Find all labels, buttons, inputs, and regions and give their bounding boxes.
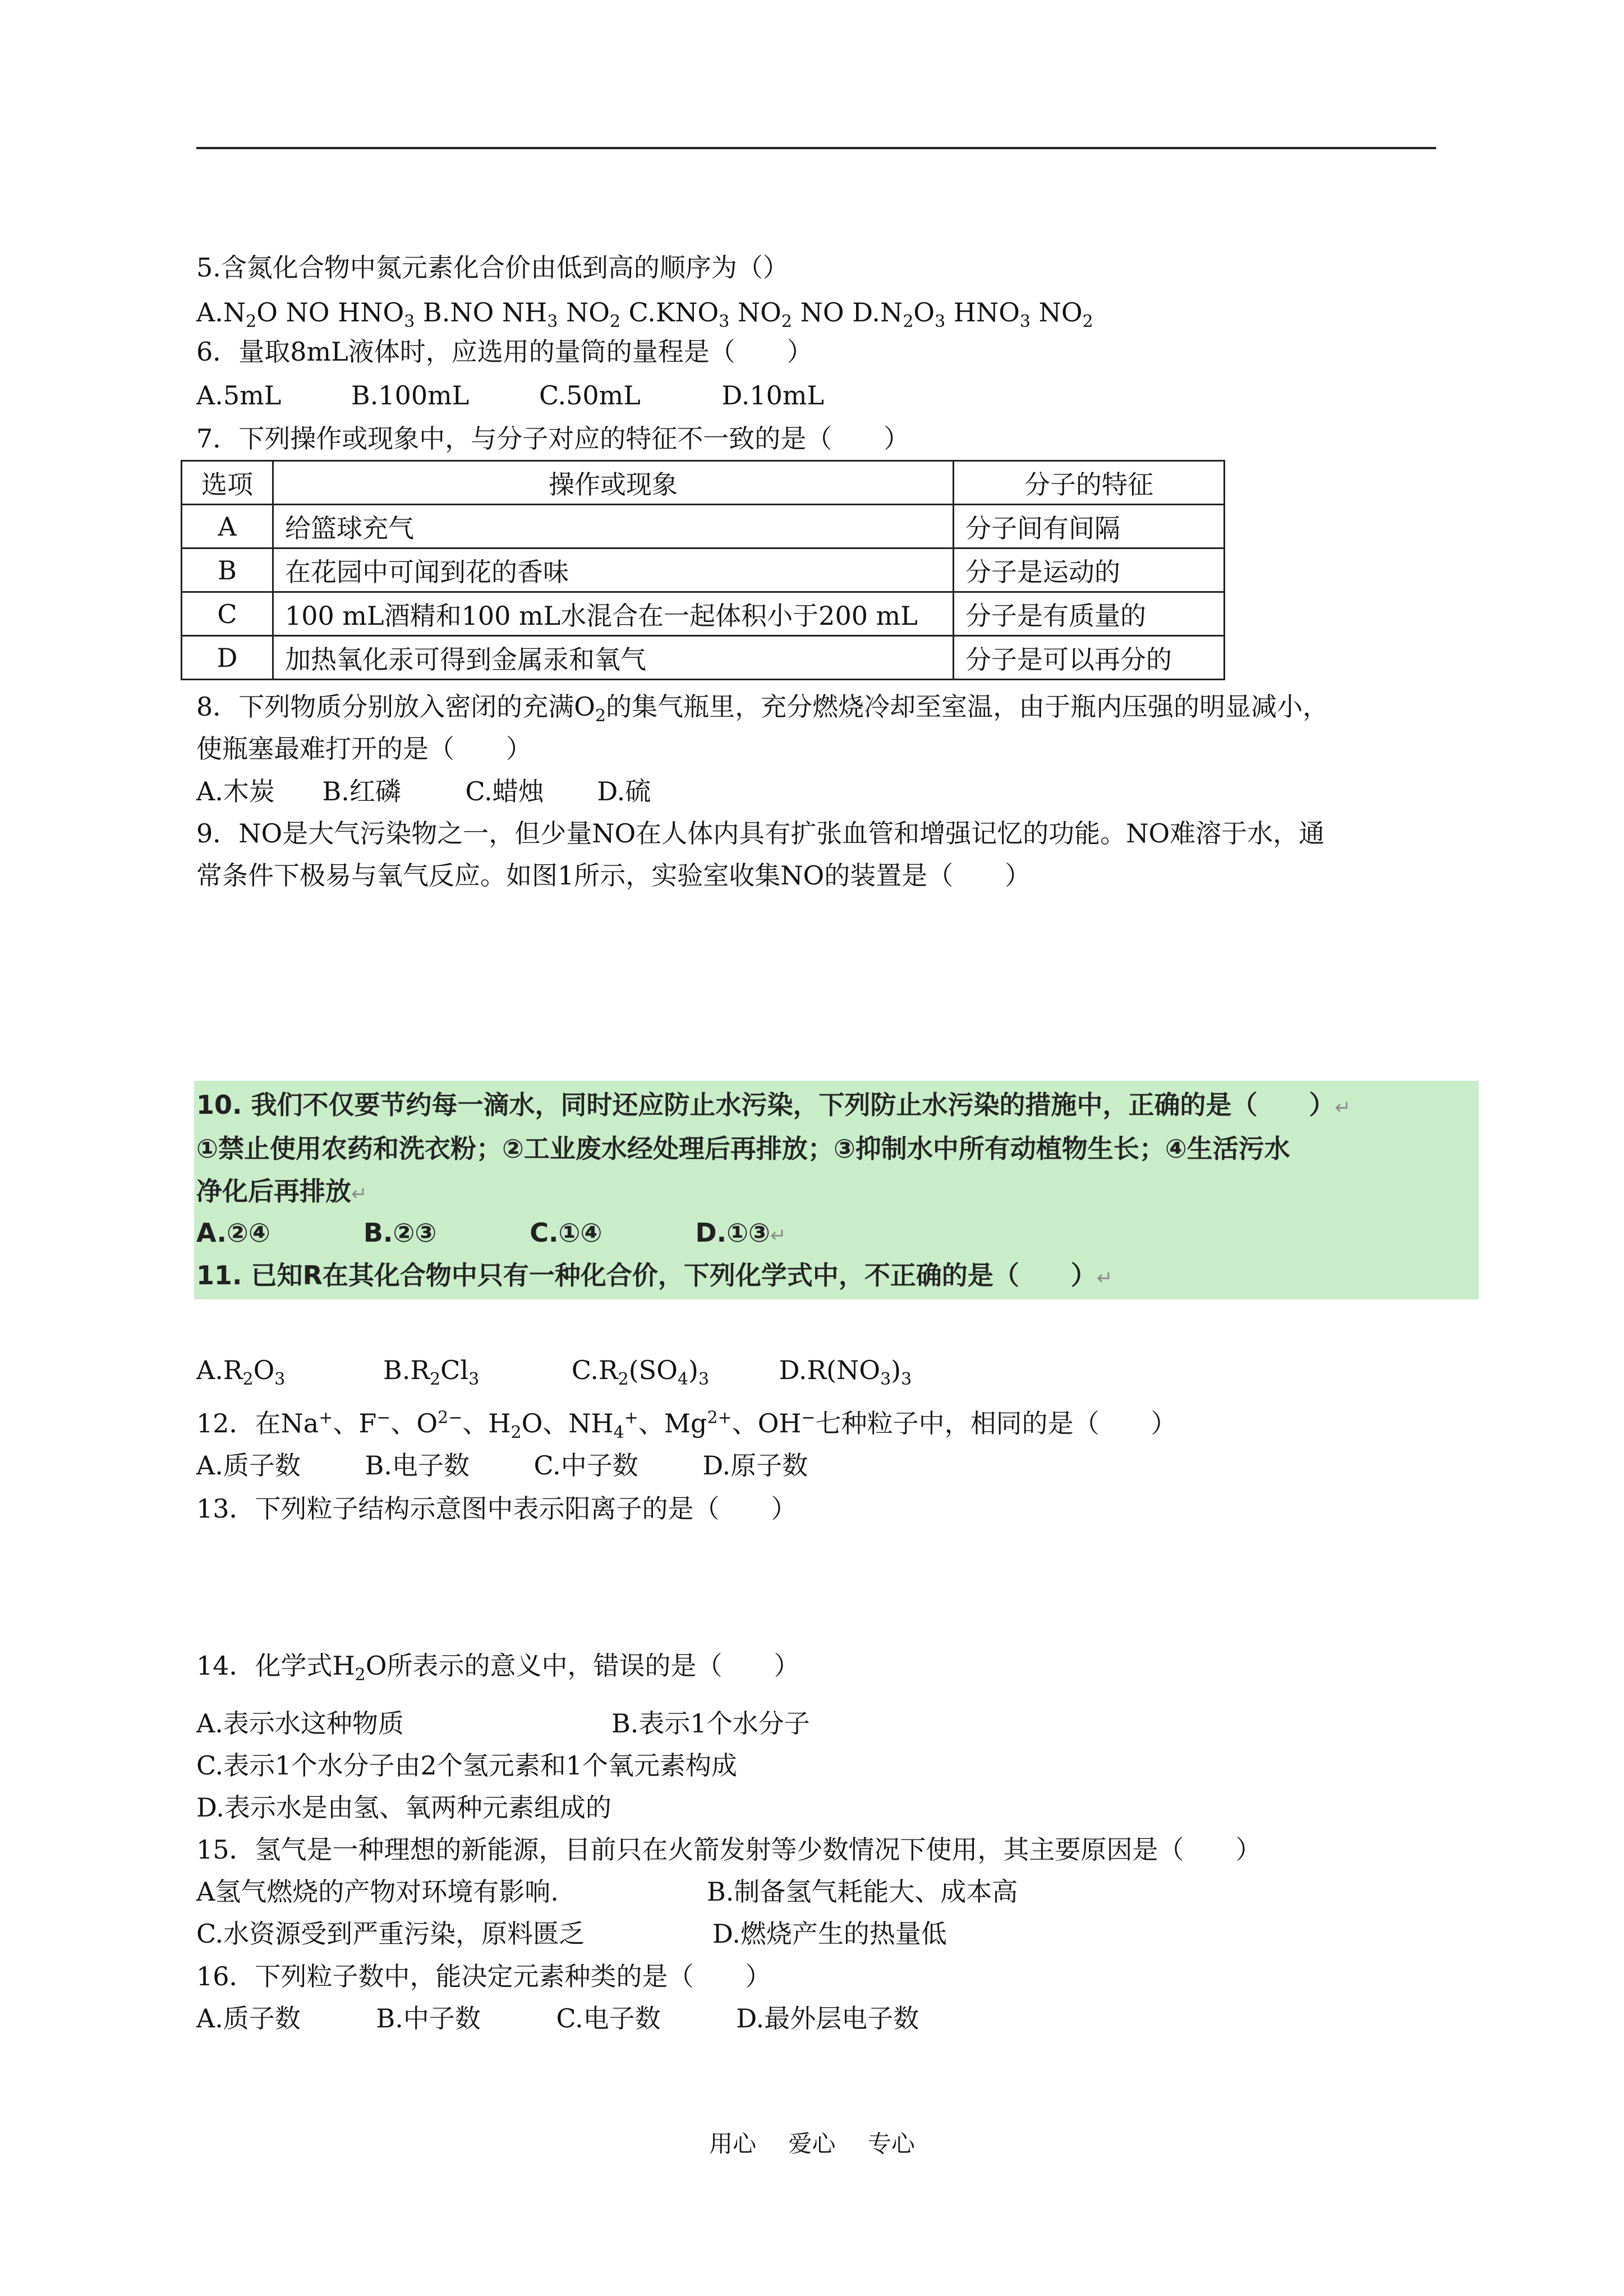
q11-sub: 3 (698, 1370, 710, 1390)
q5-subscript: 2 (246, 312, 257, 332)
header-feature: 分子的特征 (954, 461, 1225, 505)
q8-stem-part: 8．下列物质分别放入密闭的充满O (196, 691, 595, 722)
q12-superscript: + (624, 1408, 638, 1428)
q8-option-a: A.木炭 (196, 776, 275, 806)
header-rule (196, 147, 1436, 149)
q8-stem-part: 的集气瓶里，充分燃烧冷却至室温，由于瓶内压强的明显减小， (606, 691, 1329, 722)
q10-option-c: C.①④ (530, 1218, 602, 1248)
q14-option-c: C.表示1个水分子由2个氢元素和1个氧元素构成 (196, 1750, 737, 1781)
table-header-row (182, 461, 1225, 505)
q16-options (196, 2002, 919, 2035)
q11-stem-text: 11. 已知R在其化合物中只有一种化合价，下列化学式中，不正确的是（ ） (196, 1260, 1097, 1290)
q12-text: 、F (333, 1408, 377, 1439)
q5-stem: 5.含氮化合物中氮元素化合价由低到高的顺序为（） (196, 252, 789, 283)
q5-subscript: 2 (609, 312, 621, 332)
q5-text: O NO HNO (256, 297, 404, 328)
return-mark: ↵ (770, 1224, 786, 1247)
q16-option-b: B.中子数 (376, 2003, 481, 2034)
q11-part: A.R (196, 1355, 243, 1385)
row-operation: 在花园中可闻到花的香味 (273, 548, 954, 592)
q15-options-row1 (196, 1875, 1018, 1908)
q16-option-c: C.电子数 (556, 2003, 661, 2034)
row-operation: 100 mL酒精和100 mL水混合在一起体积小于200 mL (273, 592, 954, 636)
q15-option-a: A氢气燃烧的产物对环境有影响. (196, 1877, 559, 1907)
q12-option-d: D.原子数 (702, 1450, 808, 1481)
q5-options (196, 296, 1093, 332)
q14-stem-part: O所表示的意义中，错误的是（ ） (365, 1650, 800, 1681)
q13-stem: 13．下列粒子结构示意图中表示阳离子的是（ ） (196, 1493, 797, 1524)
q11-part: B.R (383, 1355, 430, 1385)
q10-option-b: B.②③ (363, 1218, 437, 1248)
footer-text: 专心 (867, 2130, 915, 2157)
q5-text: A.N (196, 297, 246, 328)
q10-stem-text: 10. 我们不仅要节约每一滴水，同时还应防止水污染，下列防止水污染的措施中，正确的是（ ） (196, 1090, 1335, 1120)
q10-option-a: A.②④ (196, 1218, 270, 1248)
q5-text: O (913, 297, 935, 328)
return-mark: ↵ (1096, 1267, 1113, 1289)
q6-option-c: C.50mL (539, 380, 641, 411)
q12-text: 、OH (732, 1408, 802, 1439)
row-operation: 给篮球充气 (273, 505, 954, 548)
q11-sub: 3 (274, 1370, 286, 1390)
q5-subscript: 2 (1082, 312, 1093, 332)
q15-option-b: B.制备氢气耗能大、成本高 (707, 1877, 1018, 1907)
q7-table (181, 460, 1225, 680)
q12-text: 七种粒子中，相同的是（ ） (815, 1408, 1177, 1439)
q11-sub: 4 (677, 1370, 688, 1390)
q8-option-b: B.红磷 (322, 776, 401, 806)
q11-part: ) (891, 1355, 901, 1385)
q8-options (196, 774, 651, 808)
q5-subscript: 3 (719, 312, 730, 332)
q11-part: Cl (440, 1355, 469, 1385)
row-feature: 分子是可以再分的 (954, 636, 1225, 680)
q12-superscript: − (801, 1408, 816, 1428)
return-mark: ↵ (351, 1183, 367, 1205)
q12-superscript: − (376, 1408, 391, 1428)
q12-text: O、NH (521, 1408, 614, 1439)
q10-line3-text: 净化后再排放 (196, 1176, 351, 1206)
q11-sub: 2 (242, 1370, 254, 1390)
q12-option-b: B.电子数 (365, 1450, 470, 1481)
q16-stem: 16．下列粒子数中，能决定元素种类的是（ ） (196, 1961, 771, 1991)
table-row (182, 592, 1225, 636)
q11-part: (SO (628, 1355, 678, 1385)
q6-option-b: B.100mL (351, 380, 470, 411)
q5-subscript: 3 (404, 312, 415, 332)
q14-stem (196, 1649, 800, 1685)
q11-sub: 2 (430, 1370, 441, 1390)
q14-option-a: A.表示水这种物质 (196, 1708, 404, 1739)
q15-option-d: D.燃烧产生的热量低 (712, 1919, 947, 1949)
q11-option-d (779, 1355, 912, 1390)
q8-stem-subscript: 2 (595, 706, 606, 726)
q10-options (196, 1216, 786, 1252)
q11-part: D.R(NO (779, 1355, 881, 1385)
footer-text: 用心 (709, 2130, 757, 2157)
q5-subscript: 2 (781, 312, 792, 332)
q14-options-row1 (196, 1707, 810, 1740)
q10-line2: ①禁止使用农药和洗衣粉；②工业废水经处理后再排放；③抑制水中所有动植物生长；④生活污水 (196, 1133, 1290, 1164)
q8-option-d: D.硫 (597, 776, 651, 806)
q12-superscript: 2+ (707, 1408, 732, 1428)
footer-text: 爱心 (788, 2130, 836, 2157)
q12-options (196, 1449, 808, 1482)
q6-option-d: D.10mL (721, 380, 825, 411)
row-feature: 分子是有质量的 (954, 592, 1225, 636)
q6-options (196, 379, 824, 412)
q8-stem (196, 690, 1329, 726)
q12-option-a: A.质子数 (196, 1450, 301, 1481)
q14-option-b: B.表示1个水分子 (611, 1708, 810, 1739)
q14-stem-subscript: 2 (355, 1665, 366, 1685)
q5-subscript: 3 (547, 312, 558, 332)
q12-superscript: + (319, 1408, 333, 1428)
q11-part: C.R (571, 1355, 618, 1385)
row-operation: 加热氧化汞可得到金属汞和氧气 (273, 636, 954, 680)
q14-option-d: D.表示水是由氢、氧两种元素组成的 (196, 1792, 611, 1823)
row-option: C (182, 592, 273, 636)
q5-subscript: 3 (1019, 312, 1031, 332)
q14-stem-part: 14．化学式H (196, 1650, 355, 1681)
q10-stem (196, 1088, 1351, 1124)
q12-stem (196, 1407, 1177, 1443)
row-feature: 分子间有间隔 (954, 505, 1225, 548)
header-operation: 操作或现象 (273, 461, 954, 505)
q5-text: C.KNO (620, 297, 719, 328)
q6-stem: 6．量取8mL液体时，应选用的量筒的量程是（ ） (196, 336, 813, 367)
q16-option-d: D.最外层电子数 (736, 2003, 919, 2034)
q5-subscript: 3 (935, 312, 946, 332)
q11-option-c (571, 1355, 710, 1390)
q5-text: NO (558, 297, 610, 328)
q16-option-a: A.质子数 (196, 2003, 301, 2034)
q11-part: ) (688, 1355, 698, 1385)
q12-subscript: 4 (613, 1423, 624, 1443)
q7-stem: 7．下列操作或现象中，与分子对应的特征不一致的是（ ） (196, 423, 910, 454)
q11-sub: 2 (618, 1370, 629, 1390)
q6-option-a: A.5mL (196, 380, 282, 411)
q8-option-c: C.蜡烛 (465, 776, 544, 806)
q12-text: 12．在Na (196, 1408, 319, 1439)
q11-option-b (383, 1355, 480, 1390)
q5-text: NO (729, 297, 781, 328)
q5-text: NO (1030, 297, 1083, 328)
q10-line3 (196, 1174, 367, 1211)
row-option: A (182, 505, 273, 548)
q12-superscript: 2− (438, 1408, 463, 1428)
row-option: B (182, 548, 273, 592)
q12-text: 、O (390, 1408, 438, 1439)
table-row (182, 548, 1225, 592)
q5-text: NO D.N (792, 297, 903, 328)
q10-option-d: D.①③ (695, 1218, 771, 1248)
q15-option-c: C.水资源受到严重污染，原料匮乏 (196, 1919, 585, 1949)
q11-sub: 3 (880, 1370, 891, 1390)
q5-text: B.NO NH (415, 297, 548, 328)
q11-sub: 3 (901, 1370, 912, 1390)
q15-options-row2 (196, 1917, 947, 1951)
q11-part: O (253, 1355, 275, 1385)
q5-subscript: 2 (903, 312, 914, 332)
q8-stem-line2: 使瓶塞最难打开的是（ ） (196, 734, 532, 764)
q12-option-c: C.中子数 (533, 1450, 638, 1481)
q5-text: HNO (945, 297, 1020, 328)
table-row (182, 636, 1225, 680)
q9-line2: 常条件下极易与氧气反应。如图1所示，实验室收集NO的装置是（ ） (196, 860, 1031, 891)
q11-option-a (196, 1355, 286, 1390)
q11-options (196, 1353, 912, 1390)
page-footer (0, 2126, 1624, 2159)
return-mark: ↵ (1335, 1096, 1351, 1119)
q11-stem (196, 1258, 1112, 1295)
q15-stem: 15．氢气是一种理想的新能源，目前只在火箭发射等少数情况下使用，其主要原因是（ ） (196, 1834, 1262, 1865)
row-feature: 分子是运动的 (954, 548, 1225, 592)
q12-text: 、H (462, 1408, 511, 1439)
q9-line1: 9．NO是大气污染物之一，但少量NO在人体内具有扩张血管和增强记忆的功能。NO难溶于水，通 (196, 818, 1325, 849)
q12-text: 、Mg (638, 1408, 707, 1439)
q12-subscript: 2 (510, 1423, 522, 1443)
q11-sub: 3 (468, 1370, 480, 1390)
header-option: 选项 (182, 461, 273, 505)
row-option: D (182, 636, 273, 680)
table-row (182, 505, 1225, 548)
